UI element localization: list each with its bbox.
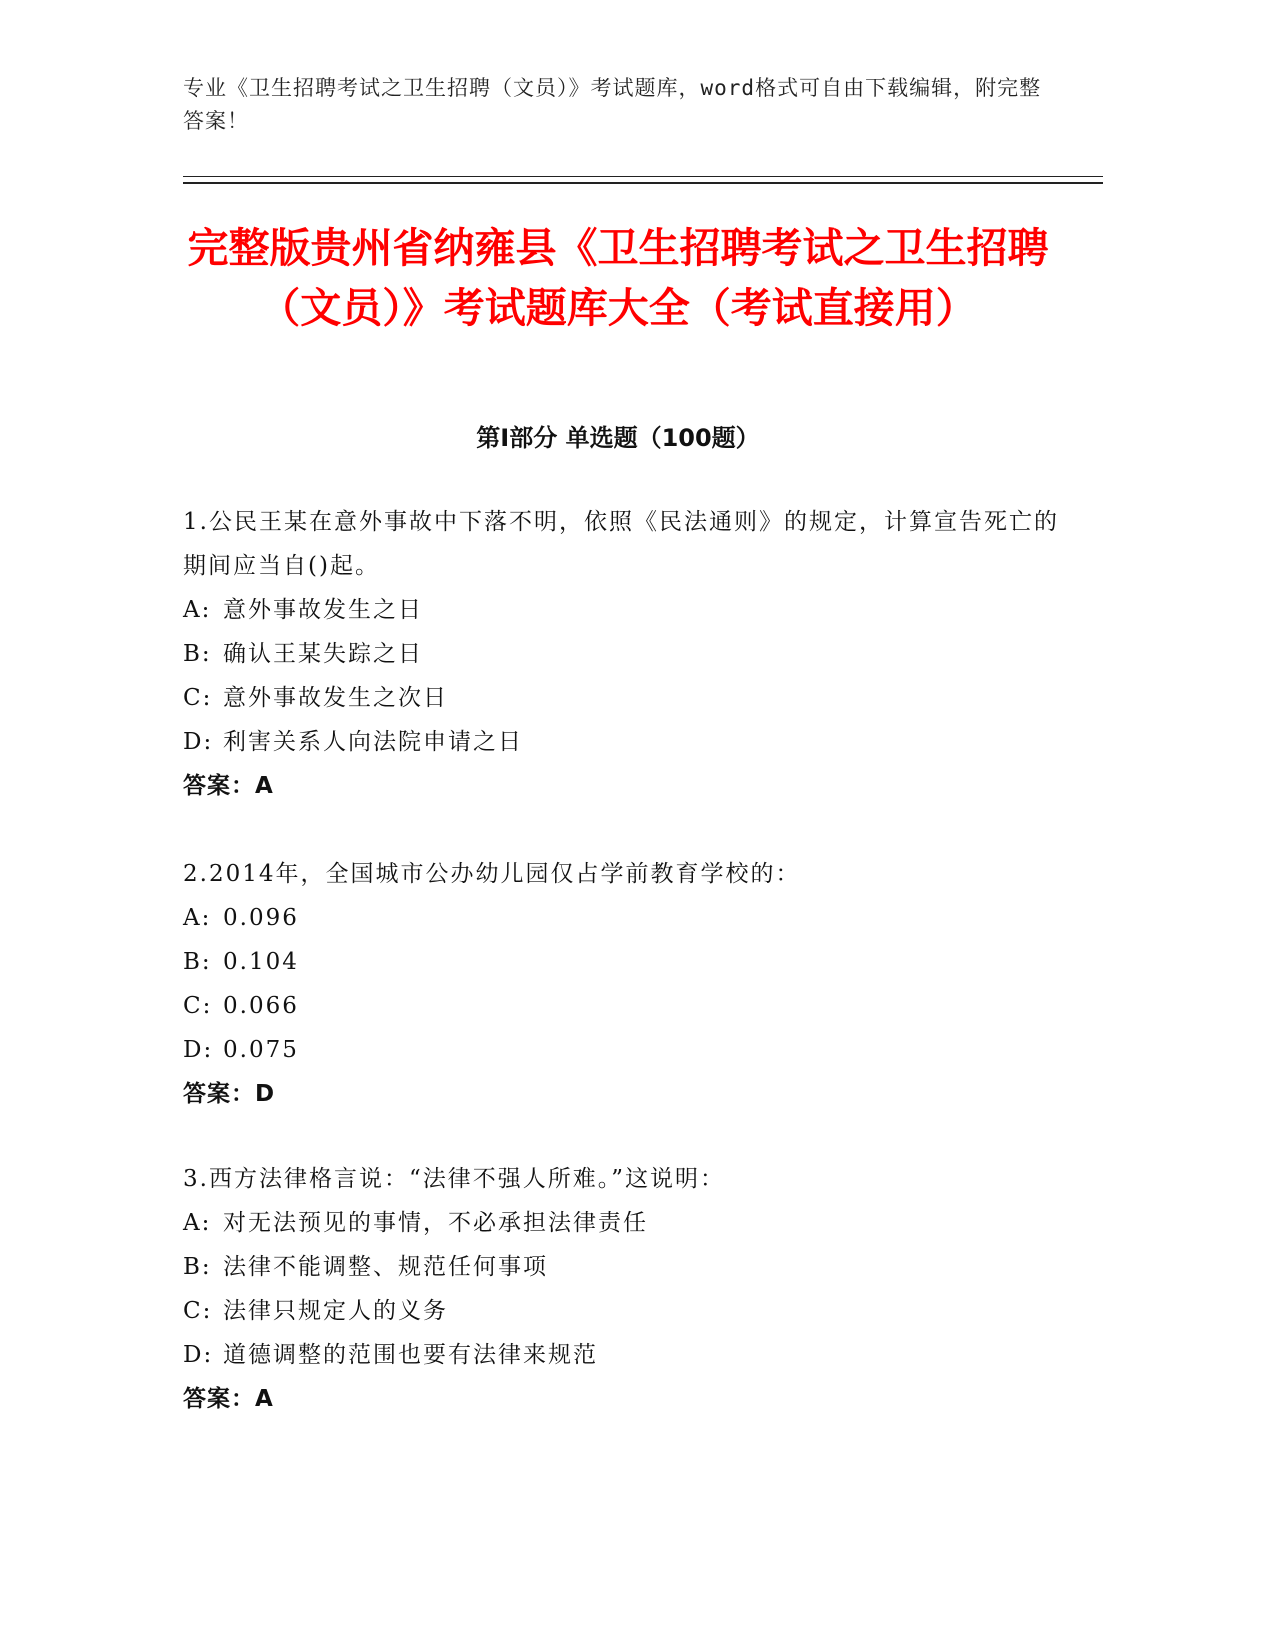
question-1 xyxy=(183,500,1063,808)
question-stem: 3.西方法律格言说：“法律不强人所难。”这说明： xyxy=(183,1166,725,1192)
option-d xyxy=(183,720,1063,764)
option-key: A: xyxy=(183,1210,212,1236)
question-2 xyxy=(183,852,1063,1116)
answer-line: 答案：A xyxy=(183,773,274,799)
option-key: D: xyxy=(183,729,214,755)
option-key: A: xyxy=(183,597,212,623)
document-title: 完整版贵州省纳雍县《卫生招聘考试之卫生招聘（文员）》考试题库大全（考试直接用） xyxy=(187,224,1049,332)
option-text: 0.104 xyxy=(223,949,299,975)
option-text: 0.075 xyxy=(223,1037,299,1063)
question-stem: 2.2014年，全国城市公办幼儿园仅占学前教育学校的： xyxy=(183,861,801,887)
header-divider-thick xyxy=(183,182,1103,184)
option-d xyxy=(183,1028,1063,1072)
option-key: B: xyxy=(183,1254,212,1280)
option-d xyxy=(183,1333,1063,1377)
option-key: D: xyxy=(183,1342,214,1368)
answer-line: 答案：A xyxy=(183,1386,274,1412)
question-stem: 1.公民王某在意外事故中下落不明，依照《民法通则》的规定，计算宣告死亡的期间应当自()起。 xyxy=(183,509,1059,579)
option-key: A: xyxy=(183,905,212,931)
section-heading: 第I部分 单选题（100题） xyxy=(476,424,760,452)
option-text: 道德调整的范围也要有法律来规范 xyxy=(223,1342,598,1368)
option-text: 意外事故发生之日 xyxy=(223,597,423,623)
option-text: 确认王某失踪之日 xyxy=(223,641,423,667)
option-text: 0.066 xyxy=(223,993,299,1019)
option-text: 对无法预见的事情，不必承担法律责任 xyxy=(223,1210,648,1236)
option-key: C: xyxy=(183,993,213,1019)
option-b xyxy=(183,632,1063,676)
option-c xyxy=(183,676,1063,720)
question-3 xyxy=(183,1157,1063,1421)
option-c xyxy=(183,1289,1063,1333)
header-divider-thin xyxy=(183,176,1103,177)
option-a xyxy=(183,1201,1063,1245)
option-key: C: xyxy=(183,685,213,711)
answer-line: 答案：D xyxy=(183,1081,276,1107)
option-text: 法律只规定人的义务 xyxy=(223,1298,448,1324)
option-text: 利害关系人向法院申请之日 xyxy=(223,729,523,755)
option-text: 法律不能调整、规范任何事项 xyxy=(223,1254,548,1280)
option-key: C: xyxy=(183,1298,213,1324)
option-c xyxy=(183,984,1063,1028)
option-a xyxy=(183,896,1063,940)
option-a xyxy=(183,588,1063,632)
option-key: B: xyxy=(183,949,212,975)
option-text: 0.096 xyxy=(223,905,299,931)
option-b xyxy=(183,940,1063,984)
option-key: D: xyxy=(183,1037,214,1063)
header-note: 专业《卫生招聘考试之卫生招聘（文员）》考试题库，word格式可自由下载编辑，附完整答案！ xyxy=(183,76,1042,133)
option-b xyxy=(183,1245,1063,1289)
option-text: 意外事故发生之次日 xyxy=(223,685,448,711)
option-key: B: xyxy=(183,641,212,667)
